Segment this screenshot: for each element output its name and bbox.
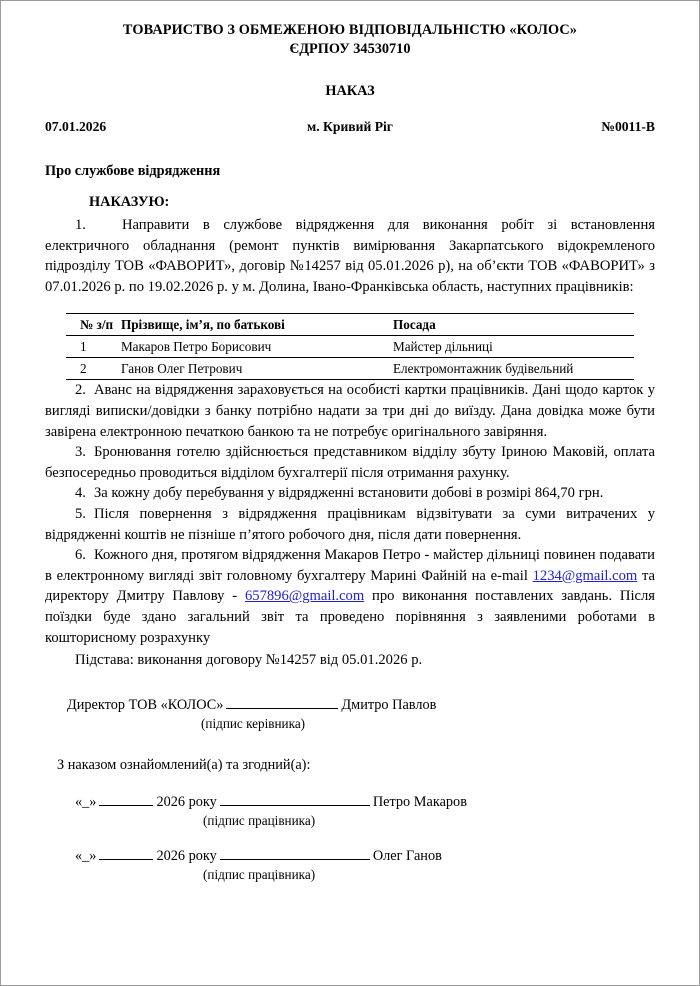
clause-1-text: Направити в службове відрядження для виконання робіт зі встановлення електричного обладнання (ремонт пунктів вимірювання Закарпатського відокремленого підрозділу ТОВ «ФАВОРИТ», договір №14257 від 05.01.2026 р), на об’єкти ТОВ «ФАВОРИТ» з 07.01.2026 р. по 19.02.2026 р. у м. Долина, Івано-Франківська область, наступних працівників:	[45, 217, 655, 295]
table-cell-name: Макаров Петро Борисович	[121, 336, 393, 358]
employee-name-1: Петро Макаров	[372, 793, 467, 810]
employee-date-quote-1: «_»	[75, 793, 97, 810]
table-cell-num: 2	[66, 358, 121, 380]
table-cell-post: Майстер дільниці	[393, 336, 634, 358]
employee-year-1: 2026 року	[156, 793, 217, 810]
table-row	[66, 358, 634, 380]
clause-6-text-part1: Кожного дня, протягом відрядження Макаров Петро - майстер дільниці повинен подавати в електронному вигляді звіт головному бухгалтеру Марині Файній на e-mail	[45, 547, 655, 584]
employee-signature-line-1	[75, 792, 655, 812]
director-name: Дмитро Павлов	[341, 696, 437, 713]
employee-signature-block-1	[45, 792, 655, 830]
table-header-name: Прізвище, ім’я, по батькові	[121, 314, 393, 336]
employee-signature-rule-2[interactable]	[220, 846, 370, 860]
document-type-heading: НАКАЗ	[325, 83, 375, 99]
document-city: м. Кривий Ріг	[307, 119, 393, 134]
table-row	[66, 336, 634, 358]
director-signature-rule[interactable]	[226, 695, 338, 709]
clause-4	[45, 483, 655, 504]
table-cell-num: 1	[66, 336, 121, 358]
document-date: 07.01.2026	[45, 119, 107, 134]
employee-year-2: 2026 року	[156, 847, 217, 864]
acknowledgement-text: З наказом ознайомлений(а) та згодний(а):	[57, 756, 311, 773]
table-cell-name: Ганов Олег Петрович	[121, 358, 393, 380]
employee-signature-line-2	[75, 846, 655, 866]
director-title: Директор ТОВ «КОЛОС»	[67, 696, 224, 713]
employee-month-rule-2[interactable]	[99, 846, 153, 860]
email-link-accountant[interactable]: 1234@gmail.com	[532, 567, 638, 584]
clause-4-number: 4.	[75, 485, 86, 502]
table-cell-post: Електромонтажник будівельний	[393, 358, 634, 380]
clause-6-text-part3: про виконання поставлених завдань. Після поїздки буде здано загальний звіт та проведено порівняння з заявленими роботами в кошторисному розрахунку	[45, 588, 655, 646]
clause-5	[45, 504, 655, 545]
organization-edrpou: ЄДРПОУ 34530710	[289, 41, 411, 57]
email-link-director[interactable]: 657896@gmail.com	[244, 588, 365, 605]
table-header-num: № з/п	[66, 314, 121, 336]
employee-signature-block-2	[45, 846, 655, 884]
document-number: №0011-В	[601, 119, 655, 134]
clause-2-number: 2.	[75, 382, 86, 399]
clause-5-text: Після повернення з відрядження працівникам відзвітувати за суми витрачених у відрядженні коштів не пізніше п’ятого робочого дня, після дати повернення.	[45, 505, 655, 543]
clause-2	[45, 380, 655, 442]
employee-name-2: Олег Ганов	[372, 847, 442, 864]
director-signature-caption: (підпис керівника)	[201, 715, 306, 731]
clause-3	[45, 442, 655, 483]
order-keyword: НАКАЗУЮ:	[89, 194, 170, 210]
employee-date-quote-2: «_»	[75, 847, 97, 864]
employee-signature-rule-1[interactable]	[220, 792, 370, 806]
basis-line: Підстава: виконання договору №14257 від 05.01.2026 р.	[75, 652, 423, 669]
table-header-row	[66, 314, 634, 336]
document-meta-row	[45, 119, 655, 135]
clause-5-number: 5.	[75, 505, 86, 522]
clause-1-number: 1.	[75, 217, 86, 233]
employee-month-rule-1[interactable]	[99, 792, 153, 806]
clause-6	[45, 545, 655, 648]
employee-signature-caption-2: (підпис працівника)	[203, 866, 316, 882]
clause-2-text: Аванс на відрядження зараховується на особисті картки працівників. Дані щодо карток у вигляді виписки/довідки з банку потрібно надати за три дні до виїзду. Дана довідка може бути завірена електронною печаткою банкою та не потребує оригінального завіряння.	[45, 382, 655, 440]
clause-4-text: За кожну добу перебування у відрядженні встановити добові в розмірі 864,70 грн.	[93, 485, 604, 502]
clause-6-number: 6.	[75, 547, 86, 564]
clause-1	[45, 215, 655, 297]
clause-3-text: Бронювання готелю здійснюється представником відділу збуту Іриною Маковій, оплата безпосередньо проводиться відділом бухгалтерії після отримання рахунку.	[45, 444, 655, 481]
director-signature-line	[67, 695, 655, 715]
document-subject: Про службове відрядження	[45, 163, 221, 179]
clause-6-text-part2: та директору Дмитру Павлову -	[45, 567, 655, 605]
director-signature-block	[45, 695, 655, 733]
employees-table	[66, 313, 634, 380]
table-header-post: Посада	[393, 314, 634, 336]
employee-signature-caption-1: (підпис працівника)	[203, 812, 316, 828]
clause-3-number: 3.	[75, 444, 86, 461]
organization-title: ТОВАРИСТВО З ОБМЕЖЕНОЮ ВІДПОВІДАЛЬНІСТЮ «КОЛОС»	[122, 22, 578, 38]
